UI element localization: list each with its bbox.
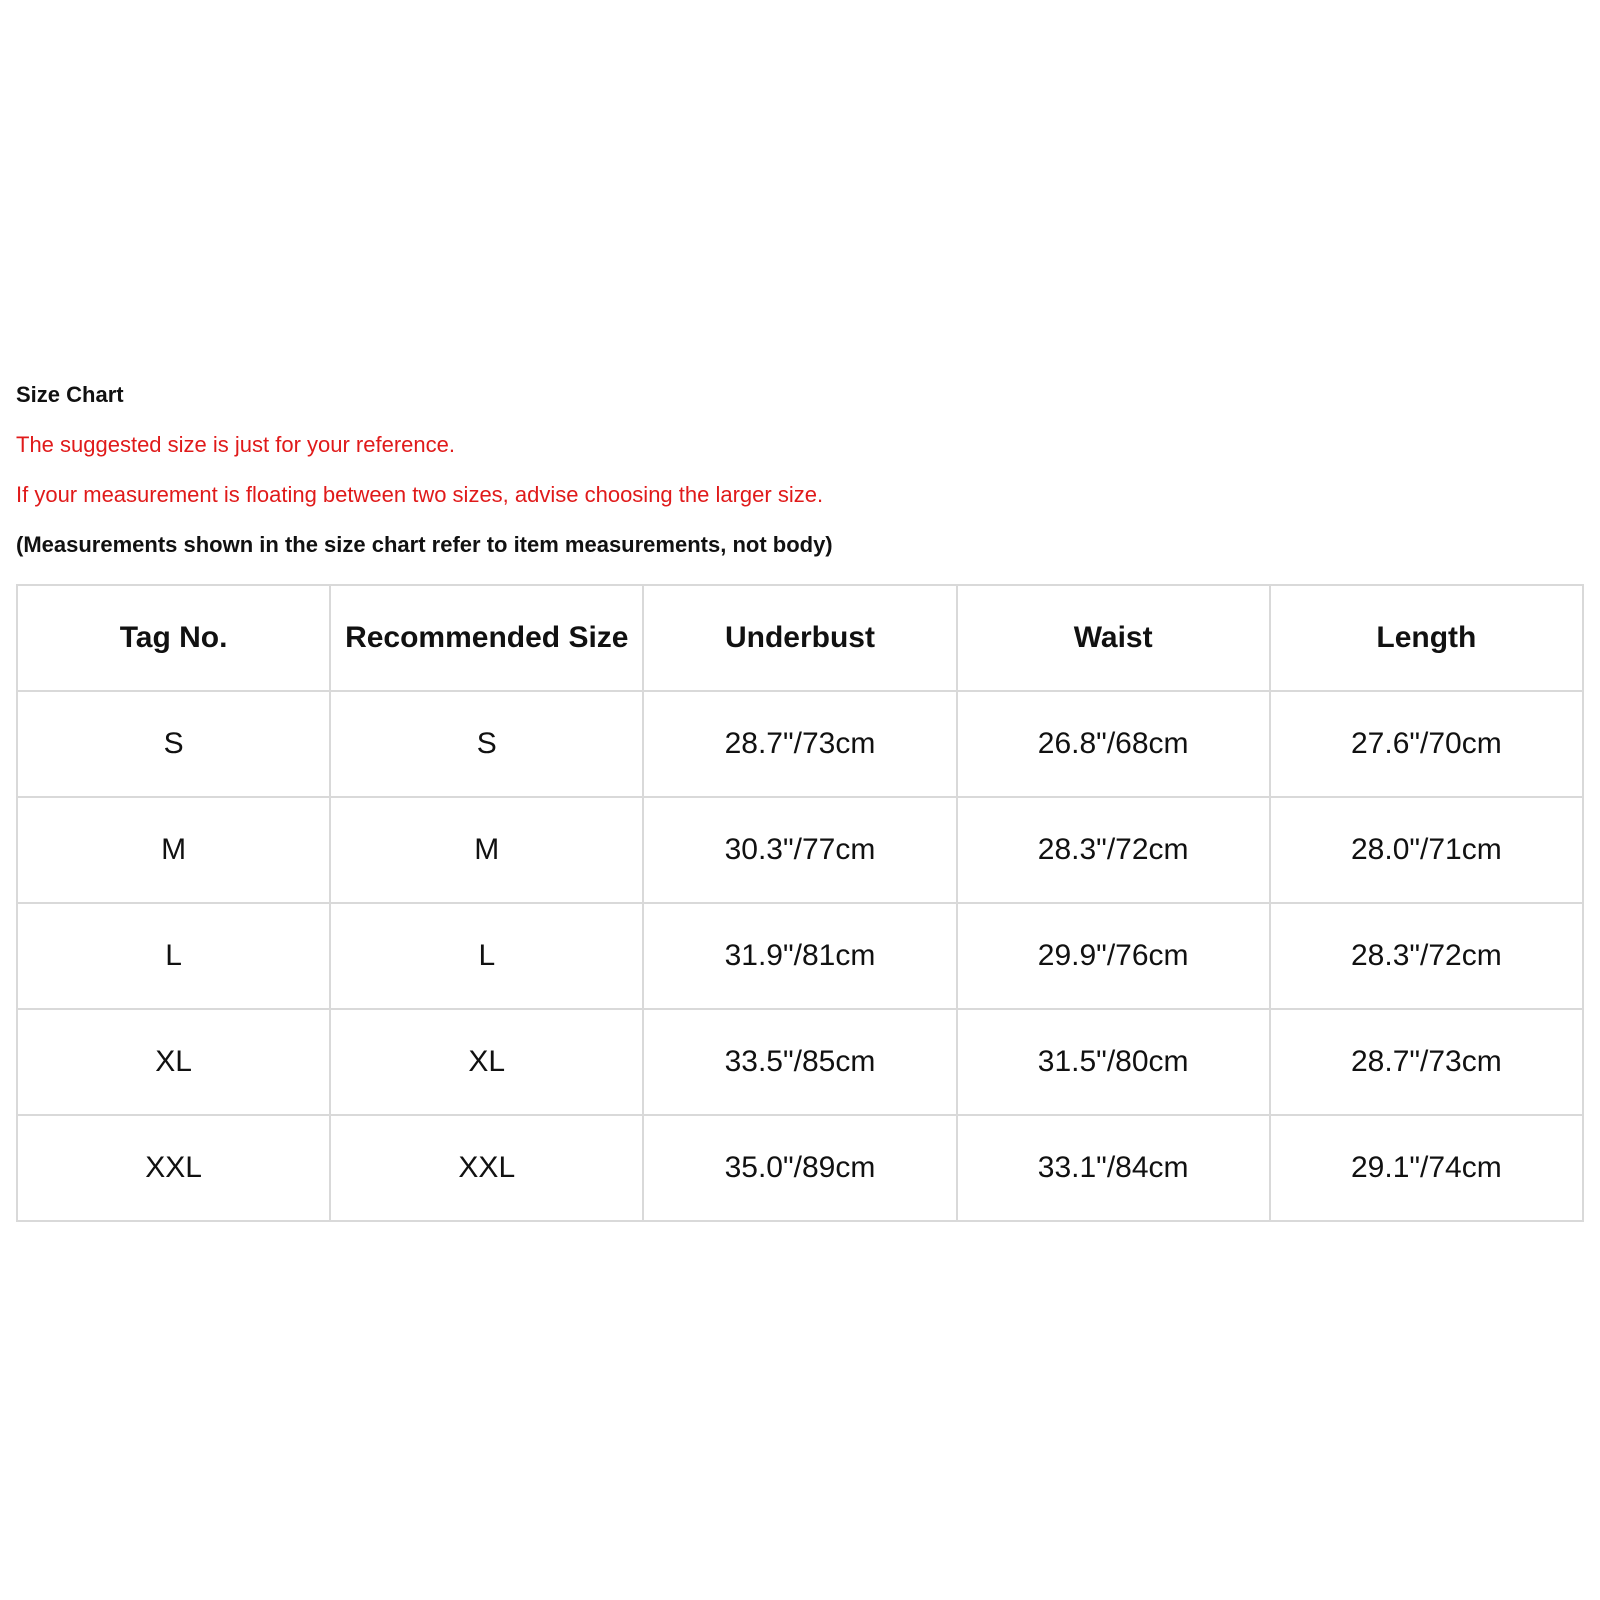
cell-length: 28.0"/71cm — [1270, 797, 1583, 903]
table-row — [17, 1115, 1583, 1221]
cell-recommended-size: S — [330, 691, 643, 797]
cell-recommended-size: M — [330, 797, 643, 903]
cell-tag-no: M — [17, 797, 330, 903]
cell-underbust: 30.3"/77cm — [643, 797, 956, 903]
measurement-disclaimer: (Measurements shown in the size chart refer to item measurements, not body) — [16, 532, 833, 557]
cell-tag-no: XL — [17, 1009, 330, 1115]
cell-tag-no: L — [17, 903, 330, 1009]
cell-tag-no: S — [17, 691, 330, 797]
cell-recommended-size: XXL — [330, 1115, 643, 1221]
cell-waist: 29.9"/76cm — [957, 903, 1270, 1009]
cell-waist: 26.8"/68cm — [957, 691, 1270, 797]
size-table — [16, 584, 1584, 1222]
table-row — [17, 1009, 1583, 1115]
cell-length: 28.7"/73cm — [1270, 1009, 1583, 1115]
table-row — [17, 797, 1583, 903]
cell-underbust: 28.7"/73cm — [643, 691, 956, 797]
table-row — [17, 903, 1583, 1009]
size-table-header — [17, 585, 1583, 691]
header-row — [17, 585, 1583, 691]
larger-size-advice: If your measurement is floating between two sizes, advise choosing the larger size. — [16, 482, 824, 507]
header-waist: Waist — [957, 585, 1270, 691]
cell-tag-no: XXL — [17, 1115, 330, 1221]
reference-note: The suggested size is just for your reference. — [16, 432, 455, 457]
cell-underbust: 35.0"/89cm — [643, 1115, 956, 1221]
cell-waist: 33.1"/84cm — [957, 1115, 1270, 1221]
cell-underbust: 31.9"/81cm — [643, 903, 956, 1009]
size-table-body — [17, 691, 1583, 1221]
header-recommended-size: Recommended Size — [330, 585, 643, 691]
cell-waist: 31.5"/80cm — [957, 1009, 1270, 1115]
cell-underbust: 33.5"/85cm — [643, 1009, 956, 1115]
table-row — [17, 691, 1583, 797]
header-tag-no: Tag No. — [17, 585, 330, 691]
cell-length: 28.3"/72cm — [1270, 903, 1583, 1009]
cell-recommended-size: XL — [330, 1009, 643, 1115]
header-underbust: Underbust — [643, 585, 956, 691]
cell-recommended-size: L — [330, 903, 643, 1009]
cell-length: 29.1"/74cm — [1270, 1115, 1583, 1221]
cell-length: 27.6"/70cm — [1270, 691, 1583, 797]
cell-waist: 28.3"/72cm — [957, 797, 1270, 903]
size-chart-title: Size Chart — [16, 382, 124, 407]
header-length: Length — [1270, 585, 1583, 691]
